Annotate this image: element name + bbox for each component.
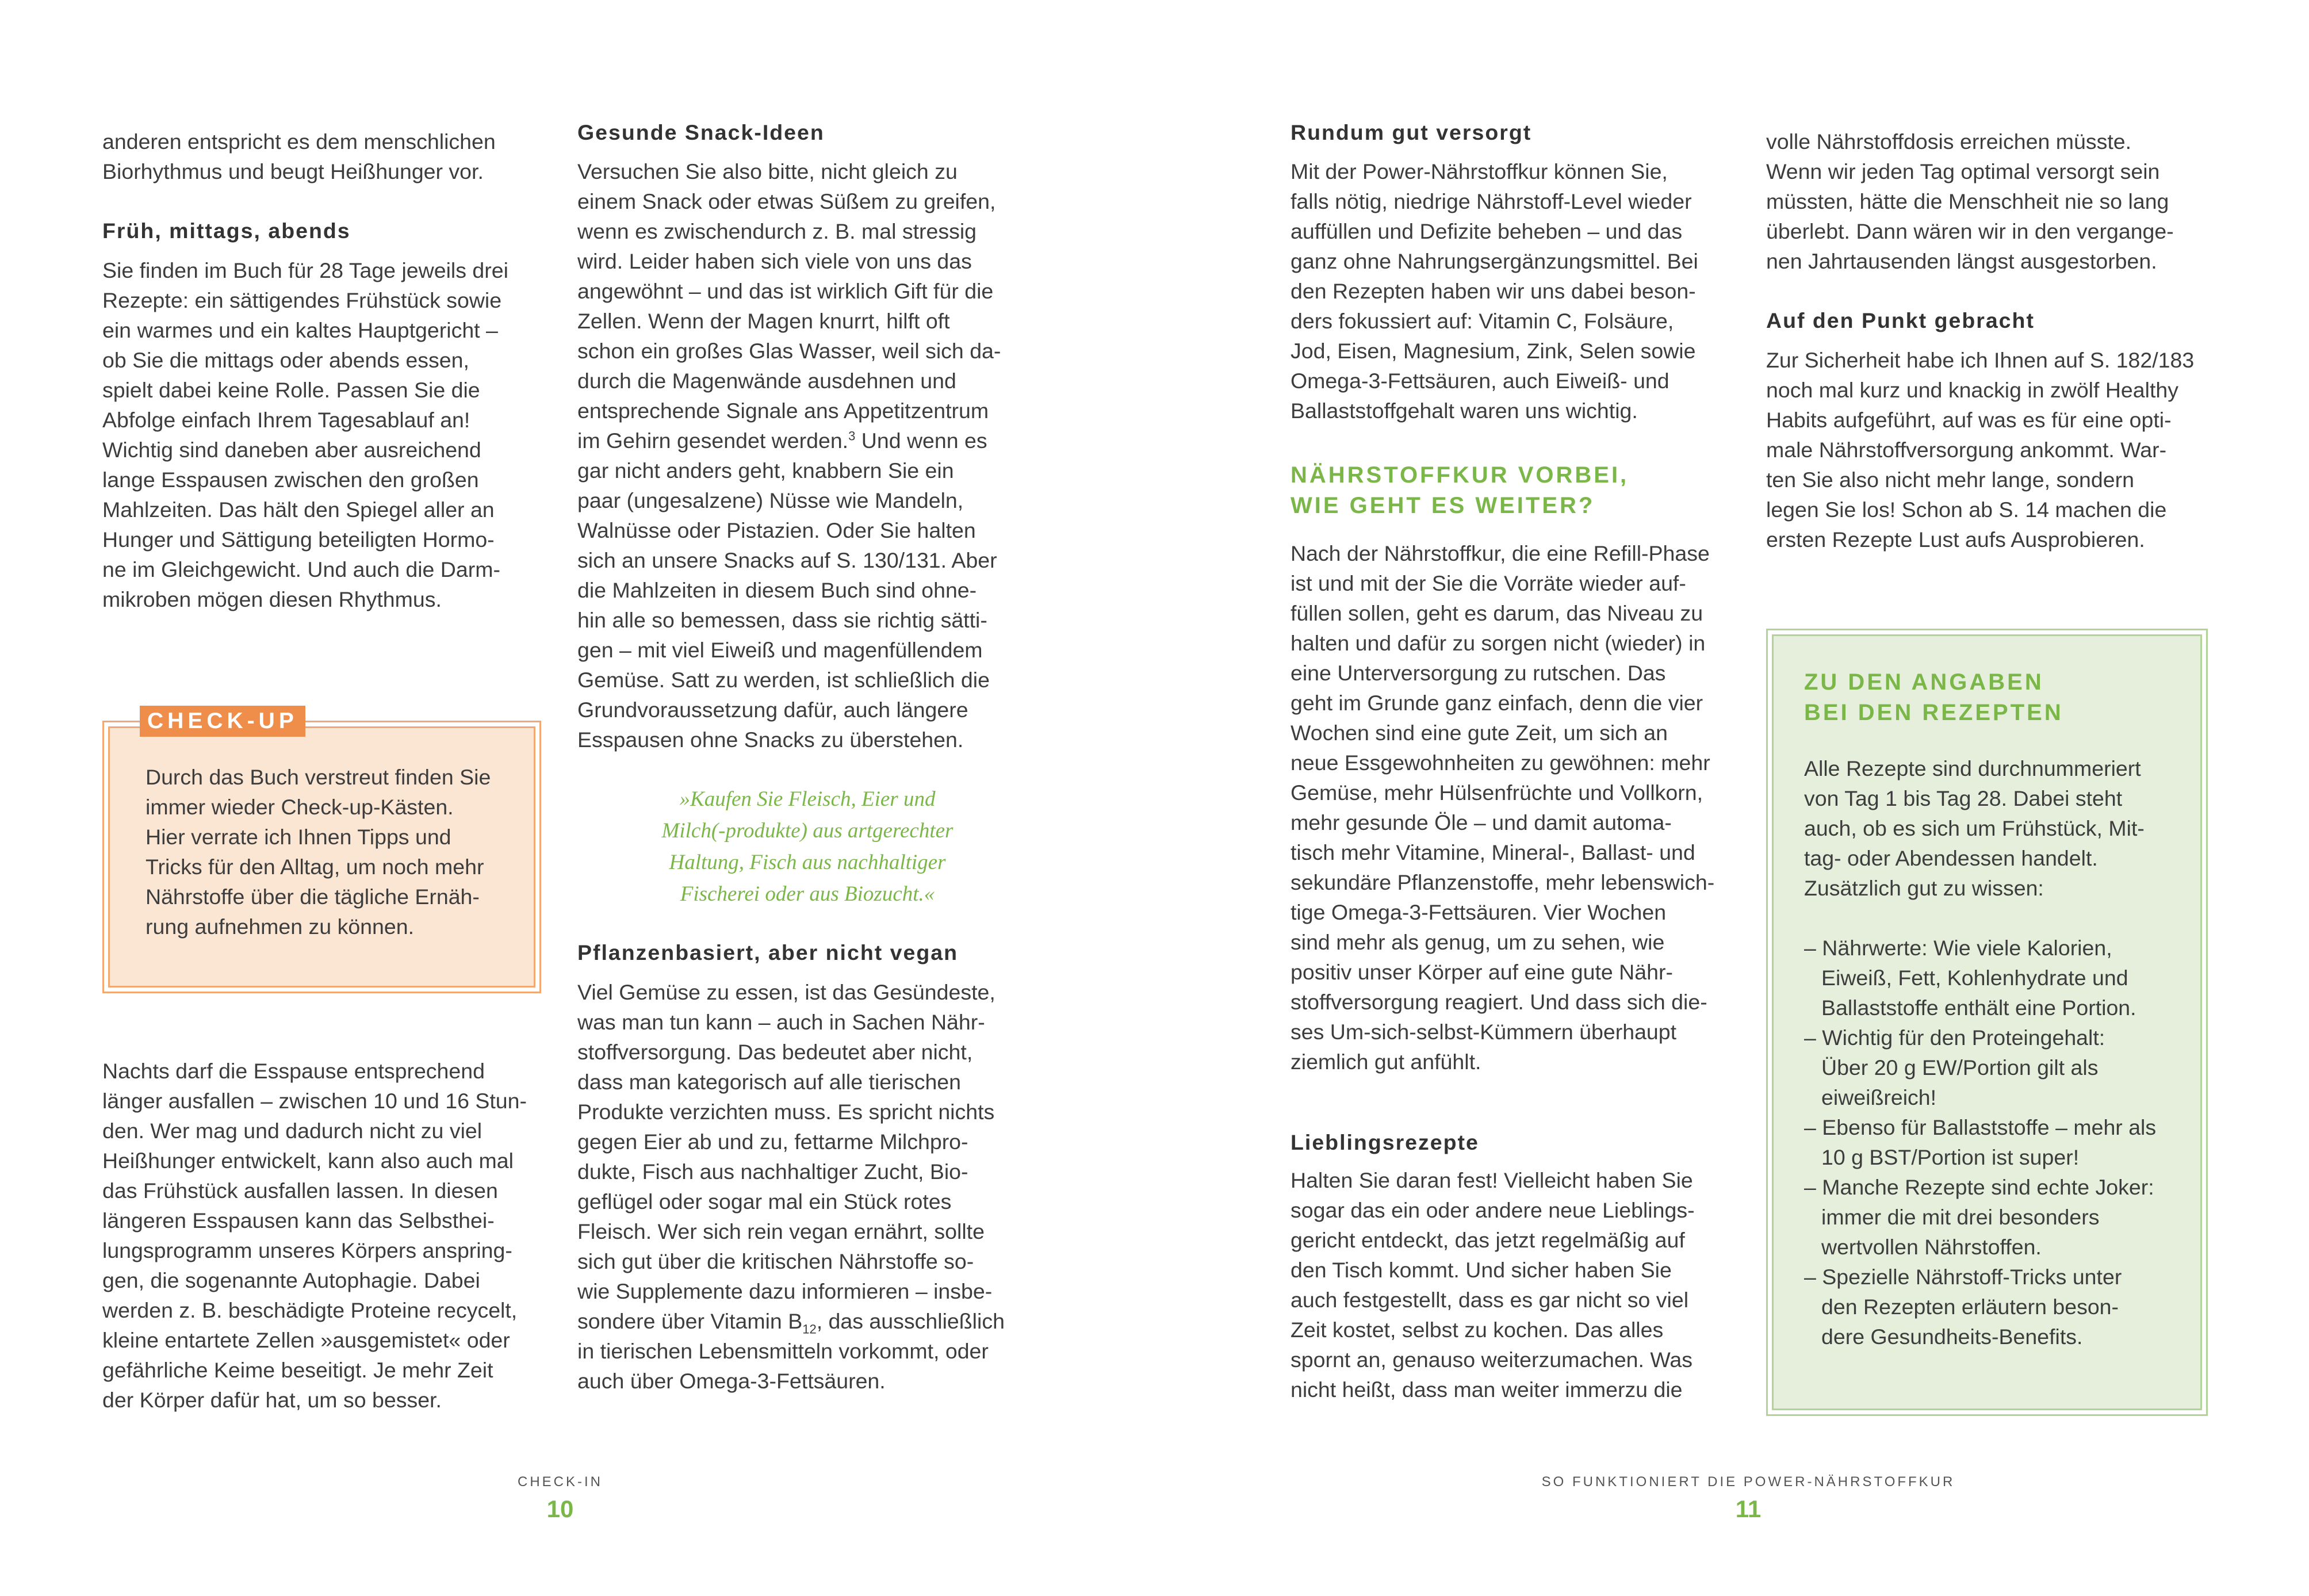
paragraph-lieblingsrezepte: Halten Sie daran fest! Vielleicht haben Sie sogar das ein oder andere neue Lieblings- gericht entdeckt, das jetzt regelmäßig auf den Tisch kommt. Und sicher haben Sie auch festgestellt, dass es gar nicht so viel Zeit kostet, selbst zu kochen. Das alles spornt an, genauso weiterzumachen. Was nicht heißt, dass man weiter immerzu die	[1291, 1168, 1695, 1402]
list-item: – Ebenso für Ballaststoffe – mehr als 10 g BST/Portion ist super!	[1804, 1115, 2157, 1169]
recipe-info-intro: Alle Rezepte sind durchnummeriert von Tag 1 bis Tag 28. Dabei steht auch, ob es sich um Frühstück, Mit- tag- oder Abendessen handelt. Zusätzlich gut zu wissen:	[1804, 756, 2145, 900]
right-col-3	[1291, 117, 1739, 1404]
page-number-right: 11	[1735, 1495, 1762, 1522]
paragraph-weiter: Nach der Nährstoffkur, die eine Refill-Phase ist und mit der Sie die Vorräte wieder auf- füllen sollen, geht es darum, das Niveau zu halten und dafür zu sorgen nicht (wieder) in eine Unterversorgung zu rutschen. Das geht im Grunde ganz einfach, denn die vier Wochen sind eine gute Zeit, um sich an neue Essgewohnheiten zu gewöhnen: mehr Gemüse, mehr Hülsenfrüchte und Vollkorn, mehr gesunde Öle – und damit automa- tisch mehr Vitamine, Mineral-, Ballast- und sekundäre Pflanzenstoffe, mehr lebenswich- tige Omega-3-Fettsäuren. Vier Wochen sind mehr als genug, um zu sehen, wie positiv unser Körper auf eine gute Nähr- stoffversorgung reagiert. Und dass sich die- ses Um-sich-selbst-Kümmern überhaupt ziemlich gut anfühlt.	[1291, 541, 1715, 1074]
paragraph-continued: volle Nährstoffdosis erreichen müsste. Wenn wir jeden Tag optimal versorgt sein müssten, hätte die Menschheit nie so lang überlebt. Dann wären wir in den vergange- nen Jahrtausenden längst ausgestorben.	[1766, 129, 2174, 273]
intro-paragraph: anderen entspricht es dem menschlichen Biorhythmus und beugt Heißhunger vor.	[102, 129, 496, 183]
paragraph-auf-den-punkt: Zur Sicherheit habe ich Ihnen auf S. 182/183 noch mal kurz und knackig in zwölf Healthy Habits aufgeführt, auf was es für eine opti- male Nährstoffversorgung ankommt. War- ten Sie also nicht mehr lange, sondern legen Sie los! Schon ab S. 14 machen die ersten Rezepte Lust aufs Ausprobieren.	[1766, 348, 2195, 552]
green-heading-naehrstoffkur: NÄHRSTOFFKUR VORBEI, WIE GEHT ES WEITER?	[1291, 462, 1629, 518]
list-item: – Manche Rezepte sind echte Joker: immer die mit drei besonders wertvollen Nährstoffen.	[1804, 1175, 2154, 1259]
recipe-info-bullets	[1804, 933, 2195, 1352]
list-item: – Nährwerte: Wie viele Kalorien, Eiweiß, Fett, Kohlenhydrate und Ballaststoffe enthält eine Portion.	[1804, 936, 2136, 1020]
left-col-1	[102, 127, 551, 614]
heading-auf-den-punkt: Auf den Punkt gebracht	[1766, 308, 2035, 332]
heading-pflanzenbasiert: Pflanzenbasiert, aber nicht vegan	[577, 940, 959, 965]
footer-label-right: SO FUNKTIONIERT DIE POWER-NÄHRSTOFFKUR	[1541, 1474, 1955, 1490]
paragraph-frueh: Sie finden im Buch für 28 Tage jeweils drei Rezepte: ein sättigendes Frühstück sowie ein warmes und ein kaltes Hauptgericht – ob Sie die mittags oder abends essen, spielt dabei keine Rolle. Passen Sie die Abfolge einfach Ihrem Tagesablauf an! Wichtig sind daneben aber ausreichend lange Esspausen zwischen den großen Mahlzeiten. Das hält den Spiegel aller an Hunger und Sättigung beteiligten Hormo- ne im Gleichgewicht. Und auch die Darm- mikroben mögen diesen Rhythmus.	[102, 258, 508, 611]
footer-label-left: CHECK-IN	[517, 1474, 603, 1490]
checkup-label: CHECK-UP	[140, 706, 305, 737]
checkup-text: Durch das Buch verstreut finden Sie immer wieder Check-up-Kästen. Hier verrate ich Ihnen Tipps und Tricks für den Alltag, um noch mehr Nährstoffe über die tägliche Ernäh- rung aufnehmen zu können.	[145, 765, 491, 939]
paragraph-snacks: Versuchen Sie also bitte, nicht gleich zu einem Snack oder etwas Süßem zu greifen, wenn es zwischendurch z. B. mal stressig wird. Leider haben sich viele von uns das angewöhnt – und das ist wirklich Gift für die Zellen. Wenn der Magen knurrt, hilft oft schon ein großes Glas Wasser, weil sich da- durch die Magenwände ausdehnen und entsprechende Signale ans Appetitzentrum im Gehirn gesendet werden.$^3$ Und wenn es gar nicht anders geht, knabbern Sie ein paar (ungesalzene) Nüsse wie Mandeln, Walnüsse oder Pistazien. Oder Sie halten sich an unsere Snacks auf S. 130/131. Aber die Mahlzeiten in diesem Buch sind ohne- hin alle so bemessen, dass sie richtig sätti- gen – mit viel Eiweiß und magenfüllendem Gemüse. Satt zu werden, ist schließlich die Grundvoraussetzung dafür, auch längere Esspausen ohne Snacks zu überstehen.	[577, 159, 1001, 752]
heading-rundum: Rundum gut versorgt	[1291, 120, 1532, 144]
right-col-4	[1766, 127, 2215, 554]
paragraph-rundum: Mit der Power-Nährstoffkur können Sie, falls nötig, niedrige Nährstoff-Level wieder auffüllen und Defizite beheben – und das ganz ohne Nahrungsergänzungsmittel. Bei den Rezepten haben wir uns dabei beson- ders fokussiert auf: Vitamin C, Folsäure, Jod, Eisen, Magnesium, Zink, Selen sowie Omega-3-Fettsäuren, auch Eiweiß- und Ballaststoffgehalt waren uns wichtig.	[1291, 159, 1698, 423]
paragraph-nachts: Nachts darf die Esspause entsprechend länger ausfallen – zwischen 10 und 16 Stun- den. Wer mag und dadurch nicht zu viel Heißhunger entwickelt, kann also auch mal das Frühstück ausfallen lassen. In diesen längeren Esspausen kann das Selbsthei- lungsprogramm unseres Körpers anspring- gen, die sogenannte Autophagie. Dabei werden z. B. beschädigte Proteine recycelt, kleine entartete Zellen »ausgemistet« oder gefährliche Keime beseitigt. Je mehr Zeit der Körper dafür hat, um so besser.	[102, 1059, 527, 1412]
footnote-mark: 3	[848, 428, 856, 443]
pull-quote: »Kaufen Sie Fleisch, Eier und Milch(-produkte) aus artgerechter Haltung, Fisch aus nachhaltiger Fischerei oder aus Biozucht.«	[661, 787, 954, 906]
list-item: – Spezielle Nährstoff-Tricks unter den Rezepten erläutern beson- dere Gesundheits-Benefits.	[1804, 1265, 2122, 1349]
recipe-info-content	[1804, 667, 2195, 1352]
list-item: – Wichtig für den Proteingehalt: Über 20 g EW/Portion gilt als eiweißreich!	[1804, 1025, 2105, 1109]
heading-frueh-mittags-abends: Früh, mittags, abends	[102, 219, 351, 243]
b12-subscript: 12	[802, 1322, 817, 1337]
recipe-info-title: ZU DEN ANGABEN BEI DEN REZEPTEN	[1804, 669, 2063, 725]
page-number-left: 10	[546, 1495, 574, 1522]
heading-lieblingsrezepte: Lieblingsrezepte	[1291, 1130, 1479, 1154]
left-col-1-bottom	[102, 1056, 551, 1415]
paragraph-pflanzenbasiert: Viel Gemüse zu essen, ist das Gesündeste, was man tun kann – auch in Sachen Nähr- stoffversorgung. Das bedeutet aber nicht, dass man kategorisch auf alle tierischen Produkte verzichten muss. Es spricht nichts gegen Eier ab und zu, fettarme Milchpro- dukte, Fisch aus nachhaltiger Zucht, Bio- geflügel oder sogar mal ein Stück rotes Fleisch. Wer sich rein vegan ernährt, sollte sich gut über die kritischen Nährstoffe so- wie Supplemente dazu informieren – insbe- sondere über Vitamin $B_{12}$, das ausschließlich in tierischen Lebensmitteln vorkommt, oder auch über Omega-3-Fettsäuren.	[577, 980, 1005, 1393]
left-col-2	[577, 117, 1037, 1396]
heading-snack-ideen: Gesunde Snack-Ideen	[577, 120, 825, 144]
